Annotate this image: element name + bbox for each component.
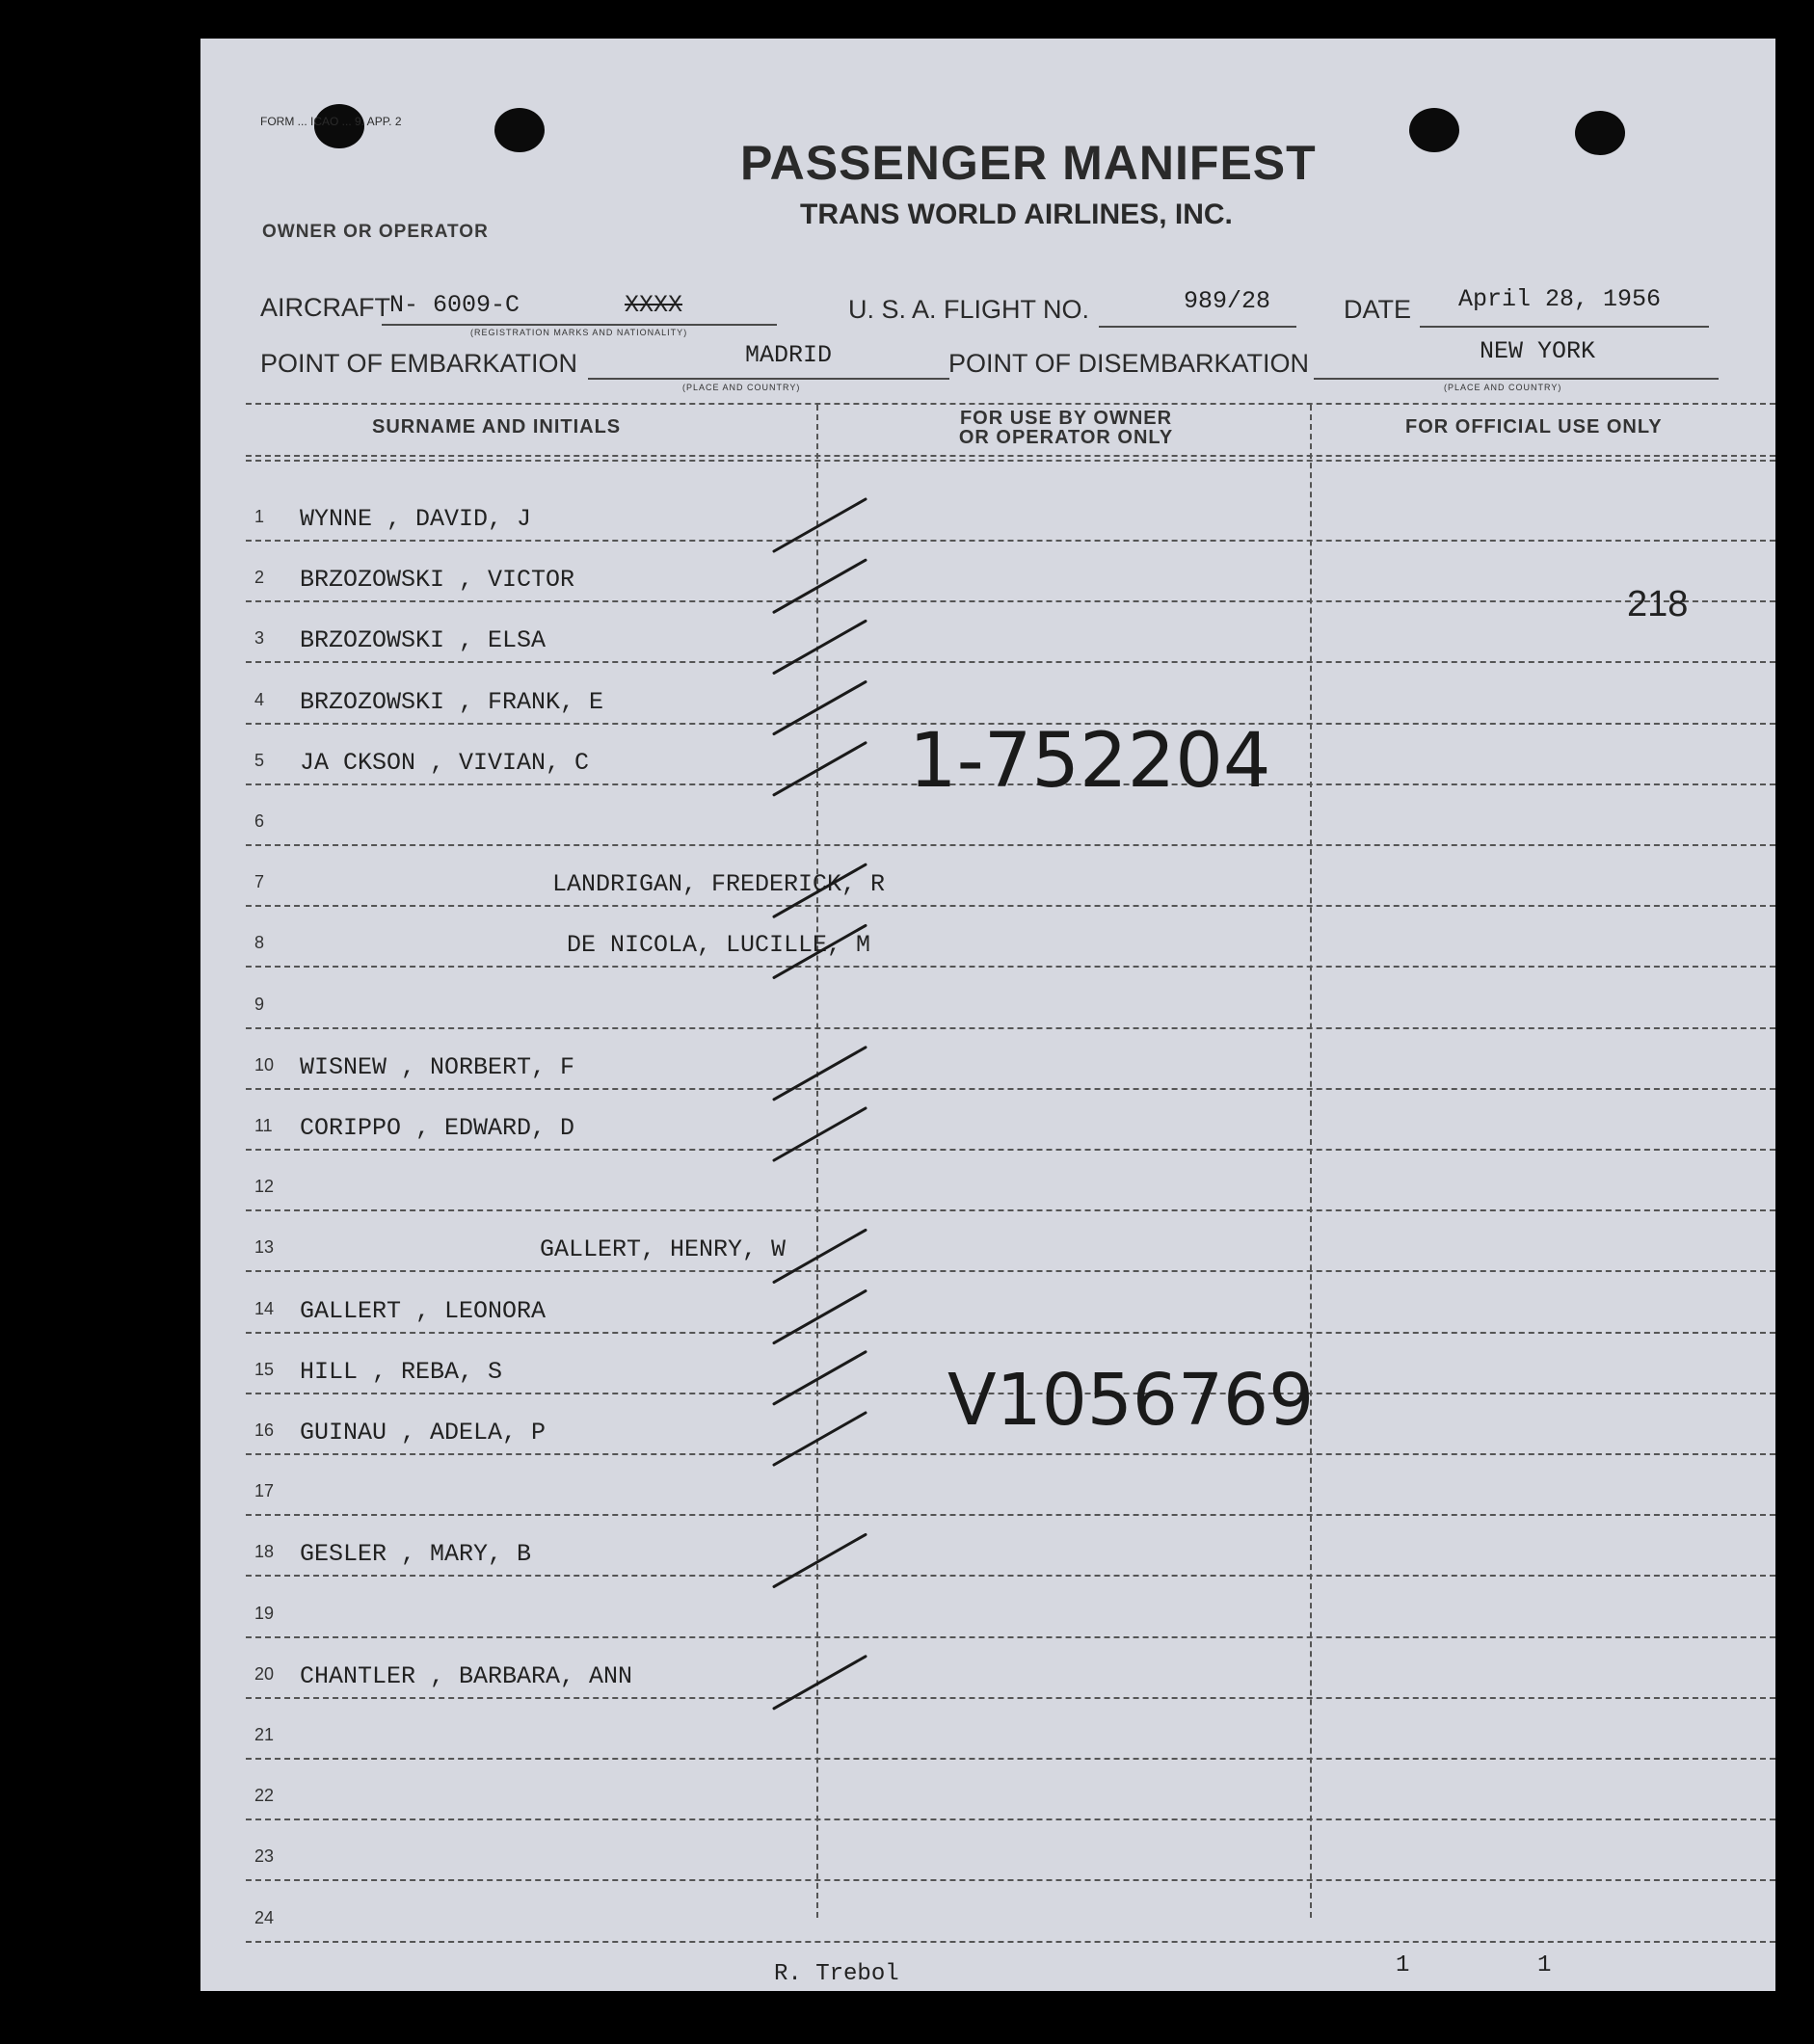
date-label: DATE bbox=[1344, 295, 1412, 324]
check-mark bbox=[774, 1108, 866, 1160]
row-number: 7 bbox=[254, 872, 265, 891]
owner-label: OWNER OR OPERATOR bbox=[262, 222, 489, 242]
disembarkation-value: NEW YORK bbox=[1480, 337, 1596, 365]
signature: R. Trebol bbox=[774, 1961, 899, 1987]
handwritten-number-row-16: V1056769 bbox=[947, 1359, 1315, 1442]
date-value: April 28, 1956 bbox=[1458, 285, 1662, 313]
row-number: 6 bbox=[254, 811, 265, 831]
embarkation-note: (PLACE AND COUNTRY) bbox=[682, 383, 801, 392]
passenger-name: JA CKSON , VIVIAN, C bbox=[300, 749, 590, 777]
check-mark bbox=[774, 1534, 866, 1586]
row-number: 15 bbox=[254, 1360, 275, 1379]
row-number: 10 bbox=[254, 1055, 275, 1075]
flight-label: U. S. A. FLIGHT NO. bbox=[848, 295, 1090, 324]
official-use-note: 218 bbox=[1627, 584, 1689, 624]
passenger-name: WYNNE , DAVID, J bbox=[300, 505, 532, 533]
handwritten-number-row-5: 1-752204 bbox=[909, 718, 1271, 805]
check-mark bbox=[774, 1352, 866, 1404]
row-number: 12 bbox=[254, 1177, 275, 1196]
row-number: 5 bbox=[254, 751, 265, 770]
row-number: 23 bbox=[254, 1846, 275, 1866]
registration-note: (REGISTRATION MARKS AND NATIONALITY) bbox=[470, 328, 688, 337]
official-use-column-header: FOR OFFICIAL USE ONLY bbox=[1405, 416, 1663, 438]
row-number: 4 bbox=[254, 690, 265, 709]
check-mark bbox=[774, 743, 866, 795]
check-mark bbox=[774, 499, 866, 551]
aircraft-label: AIRCRAFT bbox=[260, 293, 390, 322]
row-number: 2 bbox=[254, 568, 265, 587]
passenger-name: DE NICOLA, LUCILLE, M bbox=[567, 931, 871, 959]
page-total: 1 bbox=[1537, 1952, 1552, 1978]
row-number: 13 bbox=[254, 1237, 275, 1257]
handwritten-marks-layer bbox=[200, 39, 1775, 1991]
surname-column-header: SURNAME AND INITIALS bbox=[372, 416, 622, 438]
row-number: 22 bbox=[254, 1786, 275, 1805]
flight-value: 989/28 bbox=[1184, 287, 1271, 315]
page-number: 1 bbox=[1396, 1952, 1410, 1978]
passenger-name: BRZOZOWSKI , VICTOR bbox=[300, 566, 575, 594]
passenger-name: HILL , REBA, S bbox=[300, 1358, 503, 1386]
row-number: 9 bbox=[254, 995, 265, 1014]
row-number: 1 bbox=[254, 507, 265, 526]
passenger-name: GESLER , MARY, B bbox=[300, 1540, 532, 1568]
check-mark bbox=[774, 621, 866, 673]
passenger-name: GALLERT, HENRY, W bbox=[540, 1235, 787, 1263]
passenger-name: WISNEW , NORBERT, F bbox=[300, 1053, 575, 1081]
form-number: FORM ... ICAO ... 9. APP. 2 bbox=[260, 115, 402, 128]
passenger-name: GALLERT , LEONORA bbox=[300, 1297, 547, 1325]
embarkation-label: POINT OF EMBARKATION bbox=[260, 349, 578, 378]
row-number: 24 bbox=[254, 1908, 275, 1927]
check-mark bbox=[774, 1048, 866, 1100]
check-mark bbox=[774, 1291, 866, 1343]
passenger-name: CHANTLER , BARBARA, ANN bbox=[300, 1662, 633, 1690]
manifest-page bbox=[200, 39, 1775, 1991]
aircraft-struck-value: XXXX bbox=[625, 291, 683, 319]
row-number: 19 bbox=[254, 1604, 275, 1623]
row-number: 16 bbox=[254, 1420, 275, 1440]
check-mark bbox=[774, 1230, 866, 1282]
passenger-name: CORIPPO , EDWARD, D bbox=[300, 1114, 575, 1142]
row-number: 21 bbox=[254, 1725, 275, 1744]
row-number: 11 bbox=[254, 1116, 273, 1135]
passenger-name: BRZOZOWSKI , FRANK, E bbox=[300, 688, 604, 716]
row-number: 20 bbox=[254, 1664, 275, 1684]
row-number: 14 bbox=[254, 1299, 275, 1318]
check-mark bbox=[774, 560, 866, 612]
disembarkation-note: (PLACE AND COUNTRY) bbox=[1444, 383, 1562, 392]
embarkation-value: MADRID bbox=[745, 341, 833, 369]
row-number: 3 bbox=[254, 628, 265, 648]
row-number: 8 bbox=[254, 933, 265, 952]
check-mark bbox=[774, 925, 866, 977]
check-mark bbox=[774, 1413, 866, 1465]
check-mark bbox=[774, 682, 866, 734]
passenger-name: GUINAU , ADELA, P bbox=[300, 1419, 547, 1447]
owner-use-line-1: FOR USE BY OWNER bbox=[959, 408, 1173, 429]
airline-name: TRANS WORLD AIRLINES, INC. bbox=[800, 199, 1233, 230]
aircraft-value: N- 6009-C bbox=[389, 291, 520, 319]
owner-use-line-2: OR OPERATOR ONLY bbox=[958, 427, 1174, 448]
manifest-title: PASSENGER MANIFEST bbox=[740, 136, 1317, 190]
disembarkation-label: POINT OF DISEMBARKATION bbox=[948, 349, 1310, 378]
check-mark bbox=[774, 1657, 866, 1709]
passenger-name: LANDRIGAN, FREDERICK, R bbox=[552, 870, 886, 898]
passenger-name: BRZOZOWSKI , ELSA bbox=[300, 626, 547, 654]
check-mark bbox=[774, 864, 866, 916]
row-number: 18 bbox=[254, 1542, 275, 1561]
row-number: 17 bbox=[254, 1481, 275, 1500]
